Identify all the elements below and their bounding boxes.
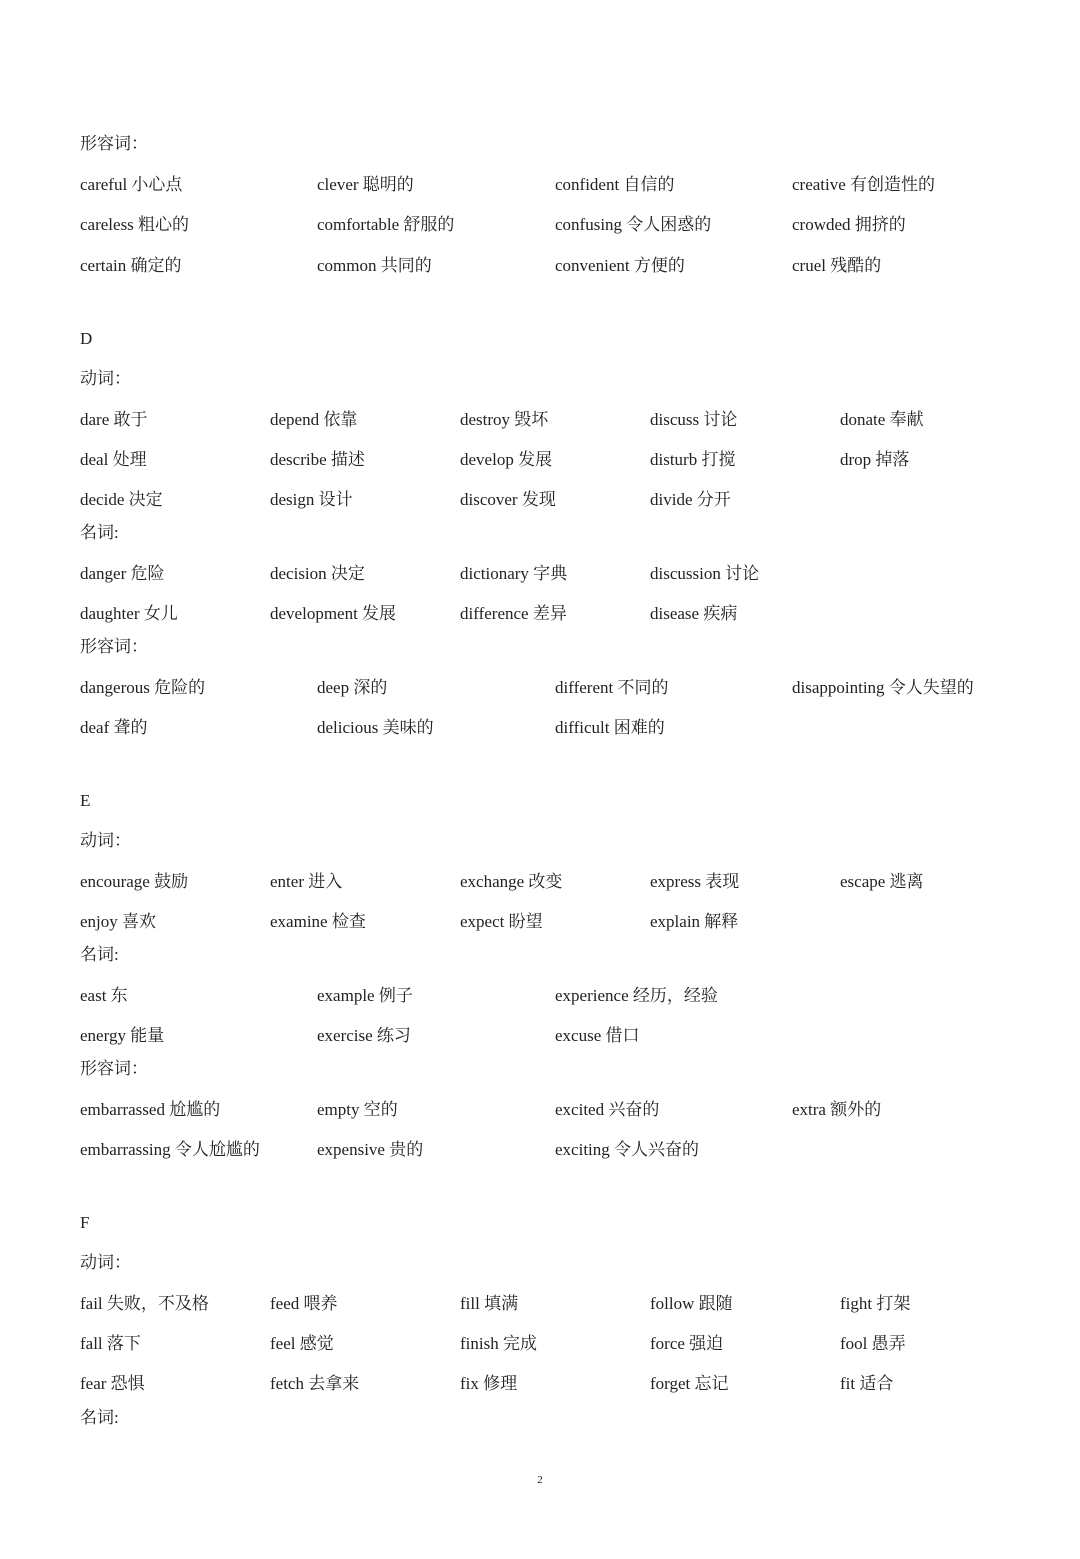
section-label-verbs: 动词： <box>80 369 131 388</box>
vocab-entry: careful 小心点 <box>80 175 183 194</box>
vocab-entry: fix 修理 <box>460 1374 518 1393</box>
vocab-entry: cruel 残酷的 <box>792 256 882 275</box>
vocab-entry: exciting 令人兴奋的 <box>555 1140 700 1159</box>
vocab-entry: convenient 方便的 <box>555 256 685 275</box>
vocab-entry: exchange 改变 <box>460 872 563 891</box>
vocab-entry: explain 解释 <box>650 912 739 931</box>
section-letter-d: D <box>80 329 93 348</box>
vocab-entry: dictionary 字典 <box>460 564 568 583</box>
vocab-entry: escape 逃离 <box>840 872 924 891</box>
vocab-entry: dangerous 危险的 <box>80 678 206 697</box>
vocab-entry: destroy 毁坏 <box>460 410 549 429</box>
vocab-entry: decide 决定 <box>80 490 163 509</box>
section-label-adjectives: 形容词： <box>80 637 148 656</box>
vocab-entry: excuse 借口 <box>555 1026 640 1045</box>
vocab-entry: careless 粗心的 <box>80 215 190 234</box>
section-label-nouns: 名词: <box>80 1408 119 1427</box>
vocab-entry: confident 自信的 <box>555 175 675 194</box>
vocab-entry: energy 能量 <box>80 1026 165 1045</box>
vocab-entry: excited 兴奋的 <box>555 1100 660 1119</box>
vocab-entry: clever 聪明的 <box>317 175 414 194</box>
vocab-entry: crowded 拥挤的 <box>792 215 906 234</box>
vocab-entry: deal 处理 <box>80 450 147 469</box>
vocab-entry: danger 危险 <box>80 564 165 583</box>
vocab-entry: common 共同的 <box>317 256 432 275</box>
vocab-entry: fall 落下 <box>80 1334 141 1353</box>
section-label-nouns: 名词: <box>80 523 119 542</box>
vocab-entry: certain 确定的 <box>80 256 182 275</box>
vocab-entry: dare 敢于 <box>80 410 148 429</box>
vocab-entry: comfortable 舒服的 <box>317 215 455 234</box>
section-letter-e: E <box>80 791 91 810</box>
vocab-entry: fail 失败，不及格 <box>80 1294 209 1313</box>
vocab-entry: expect 盼望 <box>460 912 543 931</box>
vocab-entry: delicious 美味的 <box>317 718 434 737</box>
vocab-entry: fill 填满 <box>460 1294 519 1313</box>
vocab-entry: deaf 聋的 <box>80 718 148 737</box>
vocab-entry: force 强迫 <box>650 1334 724 1353</box>
vocab-entry: discuss 讨论 <box>650 410 738 429</box>
vocab-entry: describe 描述 <box>270 450 365 469</box>
vocab-entry: feel 感觉 <box>270 1334 334 1353</box>
section-label-adjectives: 形容词： <box>80 1059 148 1078</box>
vocab-entry: follow 跟随 <box>650 1294 733 1313</box>
vocab-entry: disease 疾病 <box>650 604 738 623</box>
vocab-entry: express 表现 <box>650 872 740 891</box>
page-number: 2 <box>537 1474 543 1486</box>
vocab-entry: fear 恐惧 <box>80 1374 145 1393</box>
vocab-entry: enjoy 喜欢 <box>80 912 157 931</box>
vocab-entry: different 不同的 <box>555 678 669 697</box>
vocab-entry: encourage 鼓励 <box>80 872 189 891</box>
vocab-entry: discover 发现 <box>460 490 556 509</box>
vocab-entry: embarrassing 令人尬尴的 <box>80 1140 260 1159</box>
vocab-entry: experience 经历，经验 <box>555 986 718 1005</box>
vocab-entry: extra 额外的 <box>792 1100 882 1119</box>
vocab-entry: east 东 <box>80 986 128 1005</box>
vocab-entry: creative 有创造性的 <box>792 175 936 194</box>
vocab-entry: disturb 打搅 <box>650 450 736 469</box>
vocab-entry: expensive 贵的 <box>317 1140 424 1159</box>
vocab-entry: fool 愚弄 <box>840 1334 906 1353</box>
section-label-verbs: 动词： <box>80 831 131 850</box>
vocab-entry: disappointing 令人失望的 <box>792 678 974 697</box>
vocab-entry: enter 进入 <box>270 872 343 891</box>
vocab-entry: donate 奉献 <box>840 410 924 429</box>
vocab-entry: examine 检查 <box>270 912 366 931</box>
vocab-entry: exercise 练习 <box>317 1026 411 1045</box>
vocab-entry: embarrassed 尬尴的 <box>80 1100 221 1119</box>
vocab-entry: divide 分开 <box>650 490 731 509</box>
section-label-nouns: 名词: <box>80 945 119 964</box>
vocab-entry: confusing 令人困惑的 <box>555 215 712 234</box>
vocab-entry: drop 掉落 <box>840 450 910 469</box>
vocab-entry: feed 喂养 <box>270 1294 338 1313</box>
vocab-entry: finish 完成 <box>460 1334 537 1353</box>
vocab-entry: decision 决定 <box>270 564 365 583</box>
vocab-entry: fit 适合 <box>840 1374 894 1393</box>
vocab-entry: fetch 去拿来 <box>270 1374 360 1393</box>
vocab-entry: difficult 困难的 <box>555 718 665 737</box>
section-label-adjectives: 形容词： <box>80 134 148 153</box>
vocab-entry: empty 空的 <box>317 1100 398 1119</box>
vocab-entry: develop 发展 <box>460 450 553 469</box>
vocab-entry: fight 打架 <box>840 1294 911 1313</box>
section-letter-f: F <box>80 1213 90 1232</box>
vocab-entry: deep 深的 <box>317 678 388 697</box>
vocab-entry: development 发展 <box>270 604 397 623</box>
section-label-verbs: 动词： <box>80 1253 131 1272</box>
vocab-entry: design 设计 <box>270 490 353 509</box>
vocab-entry: example 例子 <box>317 986 413 1005</box>
vocab-entry: difference 差异 <box>460 604 567 623</box>
vocab-entry: depend 依靠 <box>270 410 358 429</box>
vocab-entry: discussion 讨论 <box>650 564 760 583</box>
vocab-entry: daughter 女儿 <box>80 604 178 623</box>
vocab-entry: forget 忘记 <box>650 1374 729 1393</box>
